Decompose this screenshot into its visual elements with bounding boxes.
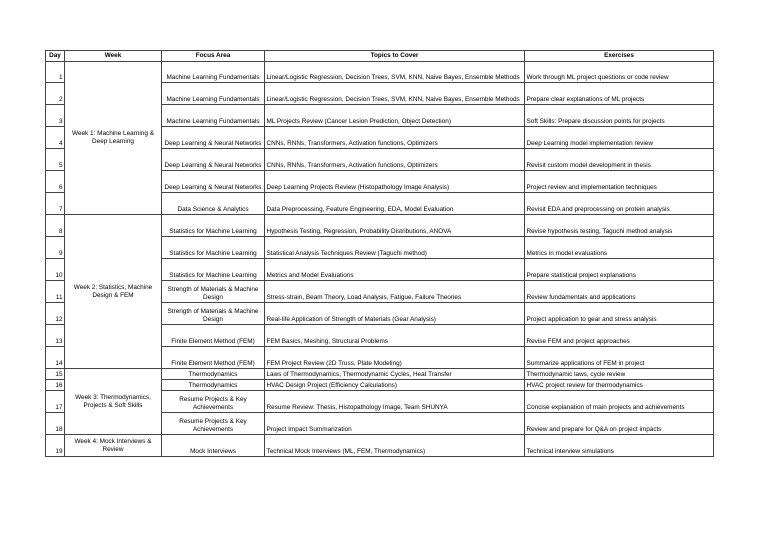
day-cell: 5 xyxy=(46,149,65,171)
header-row xyxy=(46,51,714,62)
topics-cell: FEM Project Review (2D Truss, Plate Modeling) xyxy=(265,347,525,369)
exercises-cell: Prepare clear explanations of ML projects xyxy=(525,83,714,105)
exercises-cell: Deep Learning model implementation review xyxy=(525,127,714,149)
table-row xyxy=(46,369,714,380)
day-cell: 3 xyxy=(46,105,65,127)
day-cell: 11 xyxy=(46,281,65,303)
topics-cell: Metrics and Model Evaluations xyxy=(265,259,525,281)
exercises-cell: Concise explanation of main projects and achievements xyxy=(525,391,714,413)
exercises-cell: Review and prepare for Q&A on project impacts xyxy=(525,413,714,435)
focus-area-cell: Statistics for Machine Learning xyxy=(162,237,265,259)
topics-cell: Linear/Logistic Regression, Decision Trees, SVM, KNN, Naive Bayes, Ensemble Methods xyxy=(265,83,525,105)
exercises-cell: Revise FEM and project approaches xyxy=(525,325,714,347)
topics-cell: Data Preprocessing, Feature Engineering, EDA, Model Evaluation xyxy=(265,193,525,215)
topics-cell: Deep Learning Projects Review (Histopathology Image Analysis) xyxy=(265,171,525,193)
week-cell: Week 3: Thermodynamics, Projects & Soft Skills xyxy=(65,369,162,435)
topics-cell: CNNs, RNNs, Transformers, Activation functions, Optimizers xyxy=(265,149,525,171)
focus-area-cell: Data Science & Analytics xyxy=(162,193,265,215)
day-cell: 19 xyxy=(46,435,65,457)
topics-cell: Laws of Thermodynamics, Thermodynamic Cycles, Heat Transfer xyxy=(265,369,525,380)
topics-cell: Technical Mock Interviews (ML, FEM, Thermodynamics) xyxy=(265,435,525,457)
focus-area-cell: Resume Projects & Key Achievements xyxy=(162,391,265,413)
focus-area-cell: Statistics for Machine Learning xyxy=(162,259,265,281)
exercises-cell: Project application to gear and stress analysis xyxy=(525,303,714,325)
topics-cell: HVAC Design Project (Efficiency Calculations) xyxy=(265,380,525,391)
topics-cell: Hypothesis Testing, Regression, Probability Distributions, ANOVA xyxy=(265,215,525,237)
day-cell: 15 xyxy=(46,369,65,380)
exercises-cell: Work through ML project questions or code review xyxy=(525,62,714,83)
topics-cell: Linear/Logistic Regression, Decision Trees, SVM, KNN, Naive Bayes, Ensemble Methods xyxy=(265,62,525,83)
topics-cell: Statistical Analysis Techniques Review (Taguchi method) xyxy=(265,237,525,259)
day-cell: 14 xyxy=(46,347,65,369)
table-row xyxy=(46,215,714,237)
focus-area-cell: Thermodynamics xyxy=(162,369,265,380)
focus-area-cell: Strength of Materials & Machine Design xyxy=(162,281,265,303)
focus-area-cell: Mock Interviews xyxy=(162,435,265,457)
day-cell: 13 xyxy=(46,325,65,347)
day-cell: 9 xyxy=(46,237,65,259)
focus-area-cell: Resume Projects & Key Achievements xyxy=(162,413,265,435)
exercises-cell: Project review and implementation techniques xyxy=(525,171,714,193)
table-row xyxy=(46,62,714,83)
focus-area-cell: Deep Learning & Neural Networks xyxy=(162,149,265,171)
focus-area-cell: Finite Element Method (FEM) xyxy=(162,325,265,347)
exercises-cell: Technical interview simulations xyxy=(525,435,714,457)
exercises-cell: Review fundamentals and applications xyxy=(525,281,714,303)
header-topics: Topics to Cover xyxy=(265,51,525,62)
exercises-cell: Prepare statistical project explanations xyxy=(525,259,714,281)
header-exercises: Exercises xyxy=(525,51,714,62)
day-cell: 10 xyxy=(46,259,65,281)
focus-area-cell: Machine Learning Fundamentals xyxy=(162,83,265,105)
exercises-cell: Summarize applications of FEM in project xyxy=(525,347,714,369)
topics-cell: Project Impact Summarization xyxy=(265,413,525,435)
focus-area-cell: Strength of Materials & Machine Design xyxy=(162,303,265,325)
header-week: Week xyxy=(65,51,162,62)
focus-area-cell: Deep Learning & Neural Networks xyxy=(162,127,265,149)
focus-area-cell: Deep Learning & Neural Networks xyxy=(162,171,265,193)
study-plan-table xyxy=(45,50,714,457)
exercises-cell: Metrics in model evaluations xyxy=(525,237,714,259)
day-cell: 12 xyxy=(46,303,65,325)
exercises-cell: Revisit EDA and preprocessing on protein analysis xyxy=(525,193,714,215)
exercises-cell: Soft Skills: Prepare discussion points for projects xyxy=(525,105,714,127)
day-cell: 7 xyxy=(46,193,65,215)
topics-cell: ML Projects Review (Cancer Lesion Prediction, Object Detection) xyxy=(265,105,525,127)
topics-cell: CNNs, RNNs, Transformers, Activation functions, Optimizers xyxy=(265,127,525,149)
exercises-cell: Revise hypothesis testing, Taguchi method analysis xyxy=(525,215,714,237)
day-cell: 1 xyxy=(46,62,65,83)
day-cell: 4 xyxy=(46,127,65,149)
week-cell: Week 1: Machine Learning & Deep Learning xyxy=(65,62,162,215)
exercises-cell: Revisit custom model development in thesis xyxy=(525,149,714,171)
focus-area-cell: Thermodynamics xyxy=(162,380,265,391)
day-cell: 18 xyxy=(46,413,65,435)
header-day: Day xyxy=(46,51,65,62)
focus-area-cell: Statistics for Machine Learning xyxy=(162,215,265,237)
day-cell: 8 xyxy=(46,215,65,237)
table-row xyxy=(46,435,714,457)
week-cell: Week 2: Statistics, Machine Design & FEM xyxy=(65,215,162,369)
header-focus-area: Focus Area xyxy=(162,51,265,62)
exercises-cell: Thermodynamic laws, cycle review xyxy=(525,369,714,380)
table-body xyxy=(46,62,714,457)
day-cell: 6 xyxy=(46,171,65,193)
focus-area-cell: Machine Learning Fundamentals xyxy=(162,62,265,83)
focus-area-cell: Finite Element Method (FEM) xyxy=(162,347,265,369)
topics-cell: Stress-strain, Beam Theory, Load Analysis, Fatigue, Failure Theories xyxy=(265,281,525,303)
day-cell: 2 xyxy=(46,83,65,105)
exercises-cell: HVAC project review for thermodynamics xyxy=(525,380,714,391)
topics-cell: Resume Review: Thesis, Histopathology Image, Team SHUNYA xyxy=(265,391,525,413)
week-cell: Week 4: Mock Interviews & Review xyxy=(65,435,162,457)
day-cell: 17 xyxy=(46,391,65,413)
focus-area-cell: Machine Learning Fundamentals xyxy=(162,105,265,127)
topics-cell: FEM Basics, Meshing, Structural Problems xyxy=(265,325,525,347)
topics-cell: Real-life Application of Strength of Materials (Gear Analysis) xyxy=(265,303,525,325)
day-cell: 16 xyxy=(46,380,65,391)
